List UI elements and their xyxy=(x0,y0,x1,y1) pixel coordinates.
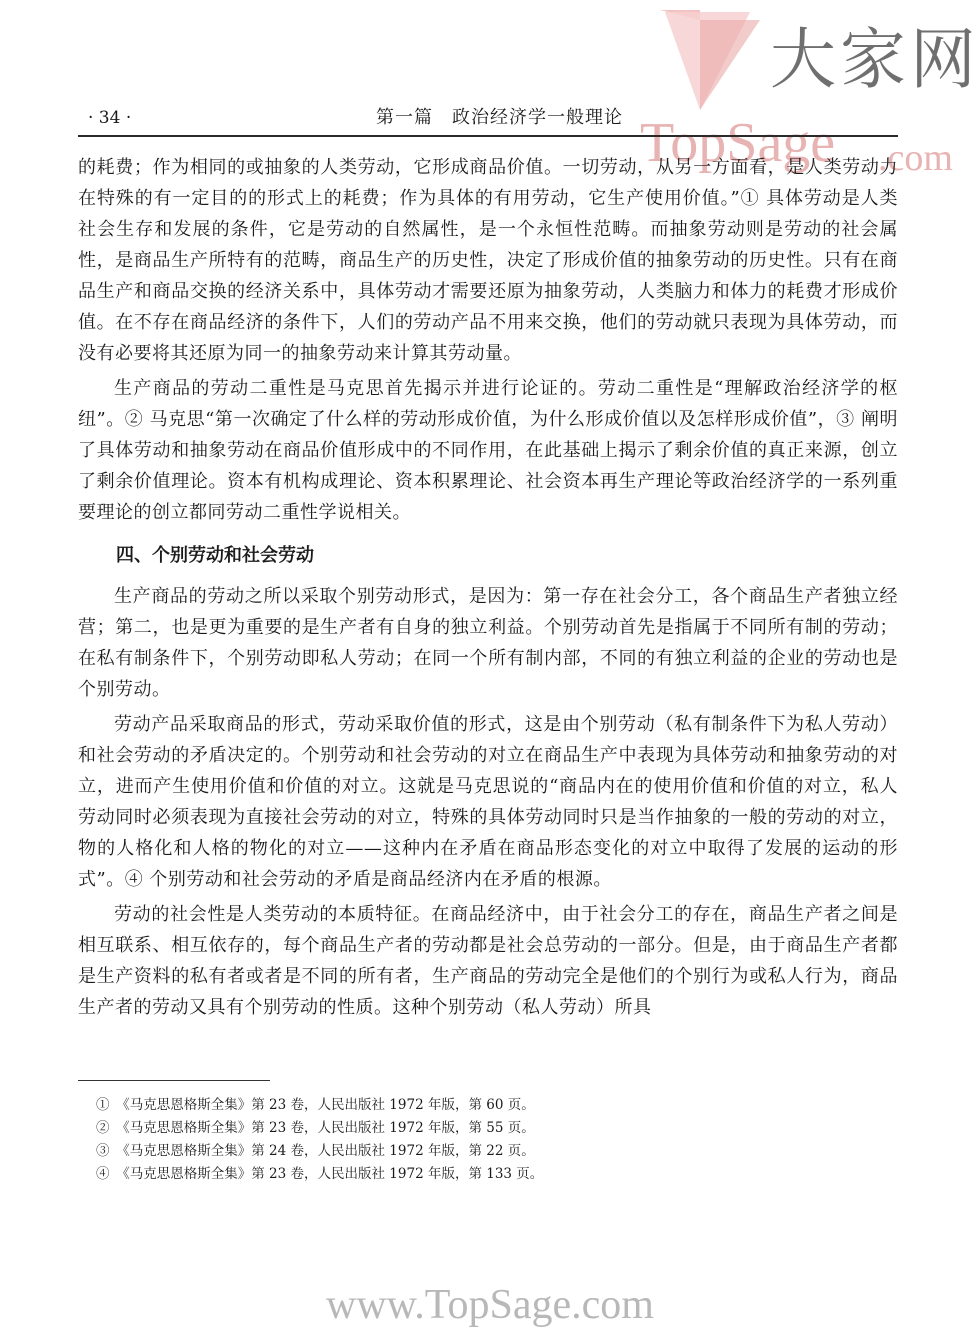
logo-domain-suffix: .com xyxy=(878,137,953,179)
header-rule xyxy=(78,135,898,137)
running-title: 第一篇 政治经济学一般理论 xyxy=(376,107,623,128)
logo-english-text: TopSage xyxy=(640,112,836,174)
page-number: · 34 · xyxy=(88,108,132,128)
page-header xyxy=(78,104,898,134)
footnote: ① 《马克思恩格斯全集》第 23 卷，人民出版社 1972 年版，第 60 页。 xyxy=(96,1097,535,1113)
footnotes xyxy=(96,1094,856,1186)
footnote-rule xyxy=(78,1080,270,1081)
paragraph: 生产商品的劳动二重性是马克思首先揭示并进行论证的。劳动二重性是“理解政治经济学的枢纽”。② 马克思“第一次确定了什么样的劳动形成价值，为什么形成价值以及怎样形成价值”，③ 阐明了具体劳动和抽象劳动在商品价值形成中的不同作用，在此基础上揭示了剩余价值的真正来源，创立了剩余价值理论。资本有机构成理论、资本积累理论、社会资本再生产理论等政治经济学的一系列重要理论的创立都同劳动二重性学说相关。 xyxy=(78,378,898,523)
footnote: ④ 《马克思恩格斯全集》第 23 卷，人民出版社 1972 年版，第 133 页。 xyxy=(96,1166,544,1182)
logo-chinese-text: 大家网 xyxy=(770,21,980,98)
paragraph: 劳动的社会性是人类劳动的本质特征。在商品经济中，由于社会分工的存在，商品生产者之间是相互联系、相互依存的，每个商品生产者的劳动都是社会总劳动的一部分。但是，由于商品生产者都是生产资料的私有者或者是不同的所有者，生产商品的劳动完全是他们的个别行为或私人行为，商品生产者的劳动又具有个别劳动的性质。这种个别劳动（私人劳动）所具 xyxy=(78,904,898,1018)
footnote: ③ 《马克思恩格斯全集》第 24 卷，人民出版社 1972 年版，第 22 页。 xyxy=(96,1143,535,1159)
body-text xyxy=(78,152,898,1023)
paragraph: 劳动产品采取商品的形式，劳动采取价值的形式，这是由个别劳动（私有制条件下为私人劳动）和社会劳动的矛盾决定的。个别劳动和社会劳动的对立在商品生产中表现为具体劳动和抽象劳动的对立，进而产生使用价值和价值的对立。这就是马克思说的“商品内在的使用价值和价值的对立，私人劳动同时必须表现为直接社会劳动的对立，特殊的具体劳动同时只是当作抽象的一般的劳动的对立，物的人格化和人格的物化的对立——这种内在矛盾在商品形态变化的对立中取得了发展的运动的形式”。④ 个别劳动和社会劳动的矛盾是商品经济内在矛盾的根源。 xyxy=(78,714,898,890)
paragraph: 生产商品的劳动之所以采取个别劳动形式，是因为：第一存在社会分工，各个商品生产者独立经营；第二，也是更为重要的是生产者有自身的独立利益。个别劳动首先是指属于不同所有制的劳动；在私有制条件下，个别劳动即私人劳动；在同一个所有制内部，不同的有独立利益的企业的劳动也是个别劳动。 xyxy=(78,586,898,700)
paragraph-continued: 的耗费；作为相同的或抽象的人类劳动，它形成商品价值。一切劳动，从另一方面看，是人类劳动力在特殊的有一定目的的形式上的耗费；作为具体的有用劳动，它生产使用价值。”① 具体劳动是人类社会生存和发展的条件，它是劳动的自然属性，是一个永恒性范畴。而抽象劳动则是劳动的社会属性，是商品生产所特有的范畴，商品生产的历史性，决定了形成价值的抽象劳动的历史性。只有在商品生产和商品交换的经济关系中，具体劳动才需要还原为抽象劳动，人类脑力和体力的耗费才形成价值。在不存在商品经济的条件下，人们的劳动产品不用来交换，他们的劳动就只表现为具体劳动，而没有必要将其还原为同一的抽象劳动来计算其劳动量。 xyxy=(78,157,898,364)
footer-watermark: www.TopSage.com xyxy=(326,1282,654,1328)
footnote: ② 《马克思恩格斯全集》第 23 卷，人民出版社 1972 年版，第 55 页。 xyxy=(96,1120,535,1136)
section-heading: 四、个别劳动和社会劳动 xyxy=(116,545,314,566)
